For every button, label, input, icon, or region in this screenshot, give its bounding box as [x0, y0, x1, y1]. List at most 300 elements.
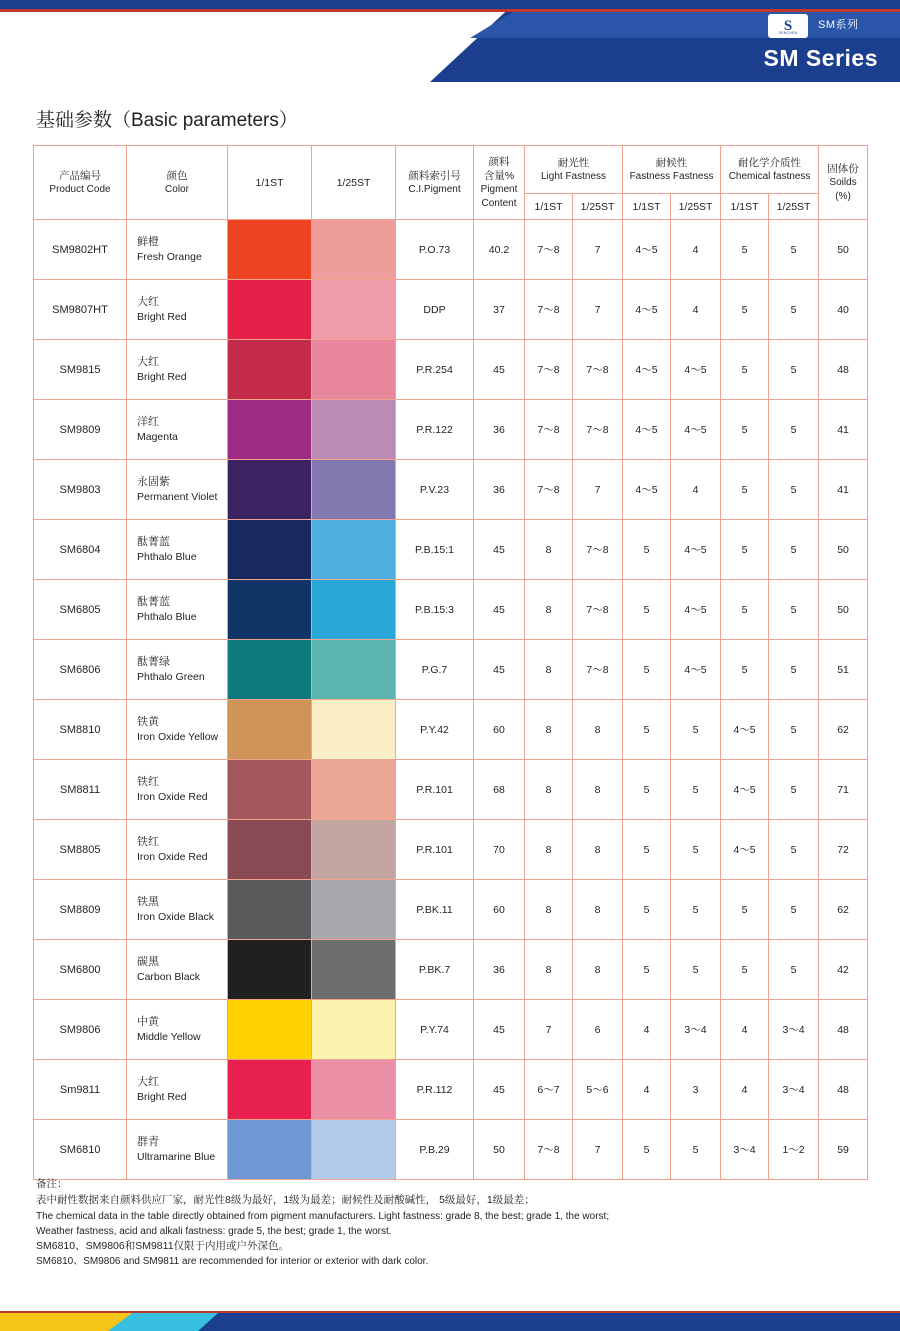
cell-chemical-fastness-1-1st: 4～5 — [721, 820, 769, 880]
color-swatch-tint — [312, 1060, 395, 1119]
color-swatch-full-tone — [228, 1060, 311, 1119]
color-swatch-tint — [312, 760, 395, 819]
th-shade-1-25st: 1/25ST — [312, 146, 396, 220]
cell-light-fastness-1-25st: 7～8 — [573, 580, 623, 640]
cell-weather-fastness-1-25st: 5 — [671, 1120, 721, 1180]
color-swatch-full-tone — [228, 340, 311, 399]
page-title: 基础参数（Basic parameters） — [36, 110, 298, 131]
th-lf-1-25st: 1/25ST — [573, 194, 623, 220]
cell-product-code: SM6810 — [34, 1120, 127, 1180]
cell-swatch-1-25st — [312, 1060, 396, 1120]
cell-light-fastness-1-1st: 8 — [525, 640, 573, 700]
cell-solids: 59 — [819, 1120, 868, 1180]
cell-light-fastness-1-1st: 8 — [525, 940, 573, 1000]
table-row — [34, 940, 868, 1000]
cell-weather-fastness-1-25st: 4～5 — [671, 340, 721, 400]
color-name-cn: 酞菁蓝 — [137, 535, 170, 548]
logo-subtext: SENCHEN — [778, 31, 798, 35]
cell-color-name — [127, 580, 228, 640]
cell-swatch-1-1st — [228, 700, 312, 760]
color-name-en: Magenta — [137, 430, 178, 443]
color-name-en: Phthalo Blue — [137, 610, 197, 623]
color-swatch-full-tone — [228, 280, 311, 339]
cell-pigment-content: 45 — [474, 580, 525, 640]
cell-swatch-1-1st — [228, 820, 312, 880]
table-row — [34, 1060, 868, 1120]
cell-light-fastness-1-1st: 8 — [525, 760, 573, 820]
cell-swatch-1-25st — [312, 340, 396, 400]
cell-color-name — [127, 1120, 228, 1180]
cell-chemical-fastness-1-1st: 5 — [721, 640, 769, 700]
color-name-cn: 铁红 — [137, 835, 159, 848]
table-row — [34, 1120, 868, 1180]
cell-color-name — [127, 460, 228, 520]
table-row — [34, 820, 868, 880]
cell-product-code: SM9802HT — [34, 220, 127, 280]
cell-light-fastness-1-25st: 6 — [573, 1000, 623, 1060]
color-name-en: Bright Red — [137, 370, 187, 383]
cell-light-fastness-1-25st: 8 — [573, 940, 623, 1000]
color-swatch-tint — [312, 640, 395, 699]
cell-weather-fastness-1-1st: 4 — [623, 1000, 671, 1060]
cell-ci-pigment: P.V.23 — [396, 460, 474, 520]
color-name-cn: 铁红 — [137, 775, 159, 788]
th-lf-1-1st: 1/1ST — [525, 194, 573, 220]
color-swatch-tint — [312, 940, 395, 999]
cell-light-fastness-1-25st: 7～8 — [573, 400, 623, 460]
color-name-en: Phthalo Green — [137, 670, 205, 683]
cell-weather-fastness-1-1st: 5 — [623, 940, 671, 1000]
cell-swatch-1-25st — [312, 220, 396, 280]
cell-solids: 72 — [819, 820, 868, 880]
cell-light-fastness-1-1st: 8 — [525, 580, 573, 640]
notes-block — [36, 1177, 856, 1269]
cell-product-code: SM8811 — [34, 760, 127, 820]
cell-color-name — [127, 1060, 228, 1120]
cell-swatch-1-1st — [228, 460, 312, 520]
cell-solids: 51 — [819, 640, 868, 700]
color-name-cn: 群青 — [137, 1135, 159, 1148]
cell-ci-pigment: P.O.73 — [396, 220, 474, 280]
notes-line-2: The chemical data in the table directly obtained from pigment manufacturers. Light fastness: grade 8, the best; grade 1, the worst; — [36, 1210, 610, 1222]
basic-parameters-table — [33, 145, 868, 1180]
color-name-cn: 鲜橙 — [137, 235, 159, 248]
color-name-cn: 酞菁绿 — [137, 655, 170, 668]
brand-name-cn: SM系列 — [818, 19, 859, 31]
cell-weather-fastness-1-25st: 4～5 — [671, 400, 721, 460]
cell-swatch-1-25st — [312, 280, 396, 340]
cell-swatch-1-25st — [312, 1120, 396, 1180]
cell-ci-pigment: P.B.29 — [396, 1120, 474, 1180]
cell-light-fastness-1-1st: 6～7 — [525, 1060, 573, 1120]
cell-chemical-fastness-1-25st: 5 — [769, 820, 819, 880]
cell-ci-pigment: P.B.15:1 — [396, 520, 474, 580]
table-row — [34, 520, 868, 580]
color-swatch-full-tone — [228, 880, 311, 939]
cell-chemical-fastness-1-25st: 5 — [769, 880, 819, 940]
table-row — [34, 640, 868, 700]
cell-swatch-1-1st — [228, 340, 312, 400]
cell-chemical-fastness-1-25st: 3～4 — [769, 1000, 819, 1060]
cell-chemical-fastness-1-25st: 5 — [769, 280, 819, 340]
cell-light-fastness-1-25st: 8 — [573, 880, 623, 940]
cell-light-fastness-1-25st: 8 — [573, 700, 623, 760]
color-swatch-full-tone — [228, 700, 311, 759]
cell-weather-fastness-1-1st: 5 — [623, 1120, 671, 1180]
color-name-en: Bright Red — [137, 310, 187, 323]
th-ci-pigment: 颜料索引号 C.I.Pigment — [396, 146, 474, 220]
cell-swatch-1-25st — [312, 580, 396, 640]
basic-parameters-table-wrap — [33, 145, 867, 1180]
cell-product-code: SM9803 — [34, 460, 127, 520]
cell-light-fastness-1-1st: 8 — [525, 700, 573, 760]
notes-line-5: SM6810、SM9806 and SM9811 are recommended for interior or exterior with dark color. — [36, 1256, 429, 1268]
cell-chemical-fastness-1-25st: 5 — [769, 760, 819, 820]
cell-product-code: SM6800 — [34, 940, 127, 1000]
color-swatch-tint — [312, 1000, 395, 1059]
cell-swatch-1-1st — [228, 1000, 312, 1060]
cell-color-name — [127, 820, 228, 880]
cell-light-fastness-1-25st: 7 — [573, 460, 623, 520]
cell-color-name — [127, 640, 228, 700]
cell-light-fastness-1-25st: 5～6 — [573, 1060, 623, 1120]
cell-ci-pigment: P.R.254 — [396, 340, 474, 400]
cell-weather-fastness-1-1st: 5 — [623, 580, 671, 640]
table-row — [34, 880, 868, 940]
cell-light-fastness-1-25st: 8 — [573, 820, 623, 880]
cell-chemical-fastness-1-1st: 3～4 — [721, 1120, 769, 1180]
cell-pigment-content: 70 — [474, 820, 525, 880]
cell-swatch-1-25st — [312, 400, 396, 460]
cell-product-code: SM8809 — [34, 880, 127, 940]
cell-swatch-1-25st — [312, 820, 396, 880]
table-row — [34, 400, 868, 460]
th-pigment-content: 颜料 含量% Pigment Content — [474, 146, 525, 220]
th-product-code: 产品编号 Product Code — [34, 146, 127, 220]
logo-letter: S — [783, 17, 793, 34]
cell-chemical-fastness-1-1st: 5 — [721, 880, 769, 940]
cell-solids: 48 — [819, 340, 868, 400]
cell-swatch-1-25st — [312, 1000, 396, 1060]
color-swatch-tint — [312, 400, 395, 459]
cell-chemical-fastness-1-25st: 5 — [769, 640, 819, 700]
cell-light-fastness-1-1st: 7 — [525, 1000, 573, 1060]
cell-pigment-content: 40.2 — [474, 220, 525, 280]
color-name-cn: 铁黄 — [137, 715, 159, 728]
color-swatch-tint — [312, 520, 395, 579]
cell-swatch-1-1st — [228, 220, 312, 280]
page-header — [0, 0, 900, 82]
cell-solids: 48 — [819, 1000, 868, 1060]
notes-line-3: Weather fastness, acid and alkali fastness: grade 5, the best; grade 1, the worst. — [36, 1225, 392, 1237]
header-red-rule — [0, 9, 900, 12]
cell-swatch-1-1st — [228, 640, 312, 700]
cell-weather-fastness-1-25st: 4 — [671, 280, 721, 340]
th-shade-1-1st: 1/1ST — [228, 146, 312, 220]
cell-light-fastness-1-1st: 8 — [525, 520, 573, 580]
th-cf-1-1st: 1/1ST — [721, 194, 769, 220]
th-wf-1-1st: 1/1ST — [623, 194, 671, 220]
cell-weather-fastness-1-1st: 4～5 — [623, 280, 671, 340]
cell-color-name — [127, 1000, 228, 1060]
cell-chemical-fastness-1-25st: 5 — [769, 400, 819, 460]
cell-weather-fastness-1-1st: 5 — [623, 760, 671, 820]
cell-swatch-1-25st — [312, 640, 396, 700]
color-swatch-full-tone — [228, 1000, 311, 1059]
cell-product-code: SM9809 — [34, 400, 127, 460]
color-name-cn: 中黄 — [137, 1015, 159, 1028]
table-row — [34, 280, 868, 340]
cell-solids: 62 — [819, 880, 868, 940]
color-swatch-full-tone — [228, 520, 311, 579]
color-name-cn: 洋红 — [137, 415, 159, 428]
cell-weather-fastness-1-25st: 3～4 — [671, 1000, 721, 1060]
color-name-cn: 大红 — [137, 355, 159, 368]
color-name-cn: 铁黑 — [137, 895, 159, 908]
color-name-en: Iron Oxide Red — [137, 790, 208, 803]
th-color: 颜色 Color — [127, 146, 228, 220]
cell-light-fastness-1-25st: 7 — [573, 220, 623, 280]
cell-solids: 50 — [819, 580, 868, 640]
cell-light-fastness-1-25st: 7～8 — [573, 520, 623, 580]
cell-light-fastness-1-25st: 7 — [573, 280, 623, 340]
cell-product-code: SM6805 — [34, 580, 127, 640]
table-row — [34, 220, 868, 280]
color-swatch-full-tone — [228, 460, 311, 519]
cell-chemical-fastness-1-1st: 5 — [721, 280, 769, 340]
cell-weather-fastness-1-1st: 4 — [623, 1060, 671, 1120]
cell-ci-pigment: DDP — [396, 280, 474, 340]
color-name-en: Phthalo Blue — [137, 550, 197, 563]
cell-swatch-1-1st — [228, 880, 312, 940]
cell-weather-fastness-1-25st: 4 — [671, 220, 721, 280]
color-swatch-full-tone — [228, 400, 311, 459]
color-name-en: Iron Oxide Yellow — [137, 730, 219, 743]
cell-weather-fastness-1-1st: 4～5 — [623, 220, 671, 280]
cell-light-fastness-1-1st: 8 — [525, 880, 573, 940]
table-row — [34, 460, 868, 520]
notes-line-4: SM6810、SM9806和SM9811仅限于内用或户外深色。 — [36, 1239, 290, 1252]
cell-pigment-content: 68 — [474, 760, 525, 820]
table-head — [34, 146, 868, 220]
cell-product-code: SM6806 — [34, 640, 127, 700]
cell-light-fastness-1-1st: 7～8 — [525, 220, 573, 280]
cell-ci-pigment: P.BK.11 — [396, 880, 474, 940]
cell-light-fastness-1-1st: 7～8 — [525, 280, 573, 340]
cell-pigment-content: 36 — [474, 460, 525, 520]
cell-swatch-1-1st — [228, 1060, 312, 1120]
cell-swatch-1-25st — [312, 700, 396, 760]
color-swatch-tint — [312, 460, 395, 519]
cell-weather-fastness-1-25st: 5 — [671, 760, 721, 820]
cell-chemical-fastness-1-25st: 5 — [769, 520, 819, 580]
cell-ci-pigment: P.R.101 — [396, 820, 474, 880]
cell-chemical-fastness-1-1st: 5 — [721, 220, 769, 280]
color-swatch-tint — [312, 1120, 395, 1179]
color-name-cn: 永固紫 — [137, 475, 170, 488]
cell-ci-pigment: P.R.112 — [396, 1060, 474, 1120]
cell-pigment-content: 45 — [474, 1060, 525, 1120]
cell-light-fastness-1-25st: 7～8 — [573, 340, 623, 400]
cell-swatch-1-25st — [312, 940, 396, 1000]
cell-color-name — [127, 940, 228, 1000]
cell-weather-fastness-1-25st: 4～5 — [671, 520, 721, 580]
cell-swatch-1-1st — [228, 400, 312, 460]
cell-solids: 48 — [819, 1060, 868, 1120]
color-name-en: Carbon Black — [137, 970, 201, 983]
cell-light-fastness-1-1st: 7～8 — [525, 460, 573, 520]
notes-line-1: 表中耐性数据来自颜料供应厂家，耐光性8级为最好，1级为最差；耐候性及耐酸碱性， 5级最好，1级最差； — [36, 1193, 535, 1206]
cell-chemical-fastness-1-25st: 5 — [769, 220, 819, 280]
cell-chemical-fastness-1-1st: 5 — [721, 940, 769, 1000]
cell-pigment-content: 37 — [474, 280, 525, 340]
color-swatch-tint — [312, 220, 395, 279]
cell-product-code: SM9806 — [34, 1000, 127, 1060]
cell-chemical-fastness-1-1st: 5 — [721, 460, 769, 520]
color-swatch-tint — [312, 340, 395, 399]
color-swatch-tint — [312, 820, 395, 879]
cell-weather-fastness-1-1st: 4～5 — [623, 340, 671, 400]
cell-swatch-1-1st — [228, 940, 312, 1000]
table-row — [34, 700, 868, 760]
cell-product-code: SM8805 — [34, 820, 127, 880]
color-name-en: Middle Yellow — [137, 1030, 201, 1043]
cell-color-name — [127, 760, 228, 820]
cell-chemical-fastness-1-1st: 5 — [721, 400, 769, 460]
color-name-en: Iron Oxide Black — [137, 910, 215, 923]
cell-pigment-content: 45 — [474, 520, 525, 580]
th-wf-1-25st: 1/25ST — [671, 194, 721, 220]
color-swatch-full-tone — [228, 760, 311, 819]
cell-color-name — [127, 280, 228, 340]
cell-chemical-fastness-1-25st: 1～2 — [769, 1120, 819, 1180]
cell-ci-pigment: P.BK.7 — [396, 940, 474, 1000]
cell-weather-fastness-1-1st: 5 — [623, 880, 671, 940]
cell-light-fastness-1-1st: 7～8 — [525, 340, 573, 400]
cell-solids: 50 — [819, 220, 868, 280]
cell-swatch-1-25st — [312, 520, 396, 580]
cell-product-code: SM8810 — [34, 700, 127, 760]
cell-weather-fastness-1-25st: 5 — [671, 880, 721, 940]
cell-swatch-1-1st — [228, 1120, 312, 1180]
page-footer — [0, 1301, 900, 1331]
cell-chemical-fastness-1-25st: 5 — [769, 340, 819, 400]
cell-pigment-content: 60 — [474, 880, 525, 940]
cell-ci-pigment: P.R.122 — [396, 400, 474, 460]
cell-swatch-1-1st — [228, 280, 312, 340]
cell-swatch-1-25st — [312, 460, 396, 520]
cell-swatch-1-1st — [228, 580, 312, 640]
cell-weather-fastness-1-1st: 5 — [623, 820, 671, 880]
cell-chemical-fastness-1-1st: 5 — [721, 520, 769, 580]
color-name-en: Fresh Orange — [137, 250, 202, 263]
cell-swatch-1-1st — [228, 520, 312, 580]
header-top-band — [0, 0, 900, 9]
cell-solids: 41 — [819, 460, 868, 520]
color-name-cn: 大红 — [137, 295, 159, 308]
color-swatch-full-tone — [228, 820, 311, 879]
cell-ci-pigment: P.Y.42 — [396, 700, 474, 760]
cell-product-code: SM9807HT — [34, 280, 127, 340]
cell-pigment-content: 36 — [474, 940, 525, 1000]
cell-pigment-content: 50 — [474, 1120, 525, 1180]
color-name-en: Iron Oxide Red — [137, 850, 208, 863]
cell-chemical-fastness-1-1st: 4～5 — [721, 700, 769, 760]
cell-pigment-content: 45 — [474, 1000, 525, 1060]
cell-chemical-fastness-1-25st: 3～4 — [769, 1060, 819, 1120]
cell-product-code: SM6804 — [34, 520, 127, 580]
color-name-en: Bright Red — [137, 1090, 187, 1103]
color-swatch-tint — [312, 580, 395, 639]
cell-chemical-fastness-1-1st: 5 — [721, 340, 769, 400]
cell-light-fastness-1-25st: 7 — [573, 1120, 623, 1180]
cell-solids: 62 — [819, 700, 868, 760]
cell-solids: 42 — [819, 940, 868, 1000]
cell-pigment-content: 45 — [474, 340, 525, 400]
color-swatch-full-tone — [228, 580, 311, 639]
cell-solids: 40 — [819, 280, 868, 340]
cell-solids: 71 — [819, 760, 868, 820]
cell-solids: 50 — [819, 520, 868, 580]
color-name-cn: 大红 — [137, 1075, 159, 1088]
table-row — [34, 340, 868, 400]
cell-ci-pigment: P.R.101 — [396, 760, 474, 820]
color-name-en: Ultramarine Blue — [137, 1150, 216, 1163]
cell-light-fastness-1-25st: 8 — [573, 760, 623, 820]
color-swatch-tint — [312, 880, 395, 939]
th-chemical-fastness: 耐化学介质性 Chemical fastness — [721, 146, 819, 194]
cell-product-code: Sm9811 — [34, 1060, 127, 1120]
cell-color-name — [127, 520, 228, 580]
notes-label: 备注： — [36, 1178, 68, 1190]
table-header-row-1 — [34, 146, 868, 194]
cell-chemical-fastness-1-1st: 4 — [721, 1000, 769, 1060]
th-cf-1-25st: 1/25ST — [769, 194, 819, 220]
cell-light-fastness-1-1st: 8 — [525, 820, 573, 880]
color-name-cn: 碳黑 — [137, 955, 159, 968]
table-row — [34, 580, 868, 640]
cell-chemical-fastness-1-25st: 5 — [769, 700, 819, 760]
table-row — [34, 1000, 868, 1060]
color-name-en: Permanent Violet — [137, 490, 218, 503]
cell-light-fastness-1-25st: 7～8 — [573, 640, 623, 700]
table-body — [34, 220, 868, 1180]
cell-ci-pigment: P.B.15:3 — [396, 580, 474, 640]
cell-color-name — [127, 400, 228, 460]
cell-chemical-fastness-1-1st: 5 — [721, 580, 769, 640]
cell-weather-fastness-1-25st: 4～5 — [671, 580, 721, 640]
color-swatch-tint — [312, 280, 395, 339]
color-swatch-full-tone — [228, 220, 311, 279]
color-swatch-full-tone — [228, 940, 311, 999]
cell-pigment-content: 60 — [474, 700, 525, 760]
cell-ci-pigment: P.G.7 — [396, 640, 474, 700]
cell-weather-fastness-1-1st: 5 — [623, 700, 671, 760]
cell-color-name — [127, 880, 228, 940]
brand-series-title: SM Series — [763, 45, 878, 71]
cell-solids: 41 — [819, 400, 868, 460]
th-weather-fastness: 耐候性 Fastness Fastness — [623, 146, 721, 194]
cell-weather-fastness-1-1st: 4～5 — [623, 460, 671, 520]
cell-swatch-1-25st — [312, 880, 396, 940]
cell-color-name — [127, 340, 228, 400]
cell-pigment-content: 45 — [474, 640, 525, 700]
color-name-cn: 酞菁蓝 — [137, 595, 170, 608]
cell-weather-fastness-1-1st: 4～5 — [623, 400, 671, 460]
cell-light-fastness-1-1st: 7～8 — [525, 1120, 573, 1180]
cell-weather-fastness-1-25st: 3 — [671, 1060, 721, 1120]
cell-swatch-1-1st — [228, 760, 312, 820]
